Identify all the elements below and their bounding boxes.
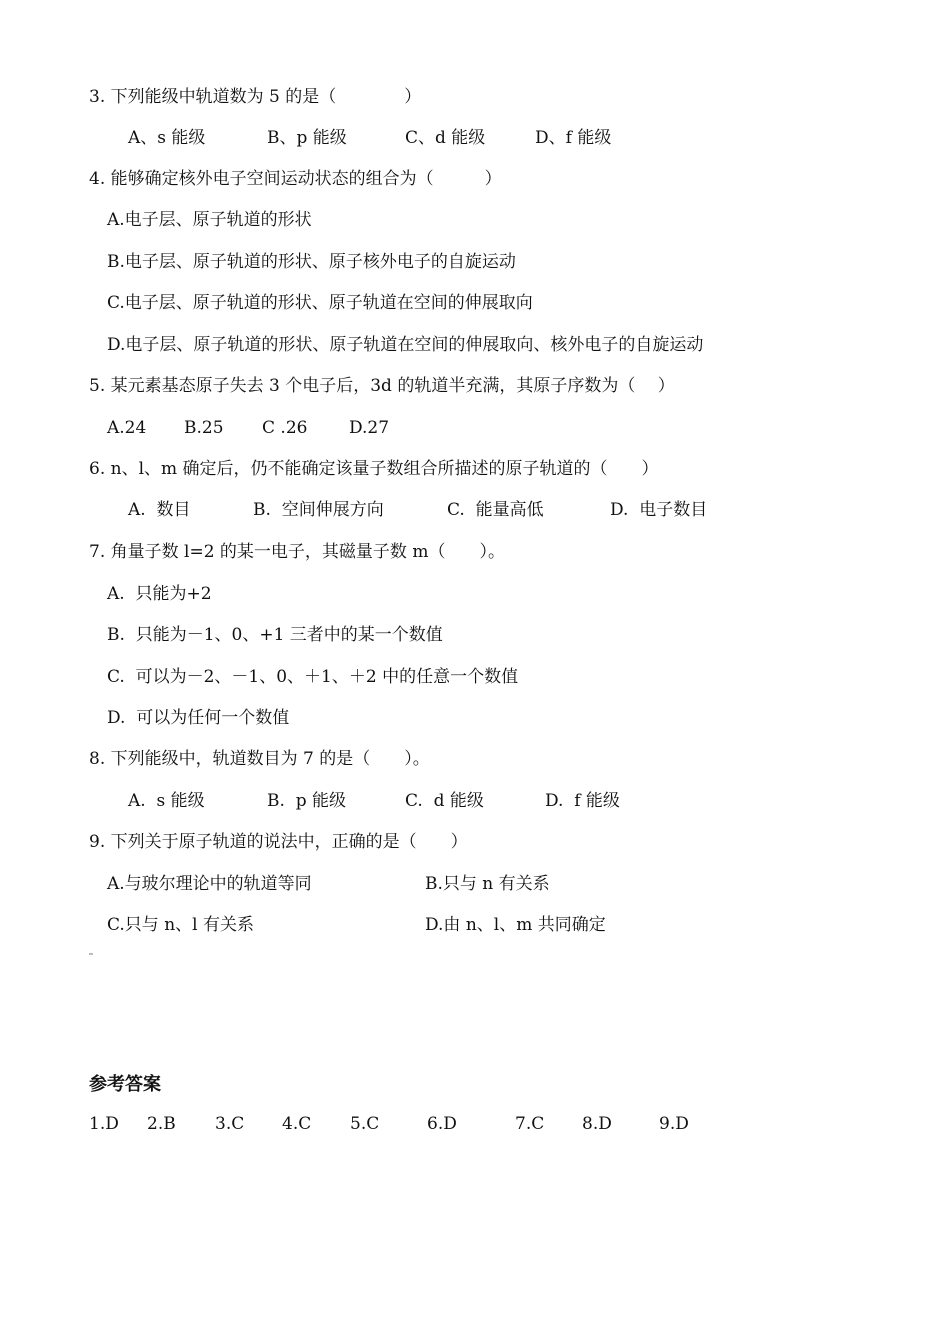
question-4-stem: 4. 能够确定核外电子空间运动状态的组合为（ ） (89, 169, 502, 189)
q3-option-d: D、f 能级 (535, 128, 612, 148)
question-3-stem: 3. 下列能级中轨道数为 5 的是（ ） (89, 87, 422, 107)
q8-option-a: A. s 能级 (128, 791, 205, 811)
q5-option-b: B.25 (184, 418, 224, 438)
answers-heading: 参考答案 (89, 1074, 161, 1095)
q7-option-a: A. 只能为+2 (107, 584, 212, 604)
q7-option-d: D. 可以为任何一个数值 (107, 708, 290, 728)
stray-mark (89, 953, 93, 955)
q7-option-c: C. 可以为－2、－1、0、＋1、＋2 中的任意一个数值 (107, 667, 519, 687)
q3-option-c: C、d 能级 (405, 128, 486, 148)
answer-6: 6.D (427, 1114, 457, 1134)
q4-option-d: D.电子层、原子轨道的形状、原子轨道在空间的伸展取向、核外电子的自旋运动 (107, 335, 704, 355)
q8-option-d: D. f 能级 (545, 791, 620, 811)
answer-8: 8.D (582, 1114, 612, 1134)
q3-option-b: B、p 能级 (267, 128, 347, 148)
question-9-stem: 9. 下列关于原子轨道的说法中，正确的是（ ） (89, 832, 468, 852)
answer-3: 3.C (215, 1114, 245, 1134)
q4-option-b: B.电子层、原子轨道的形状、原子核外电子的自旋运动 (107, 252, 516, 272)
q6-option-c: C. 能量高低 (447, 500, 544, 520)
q9-option-b: B.只与 n 有关系 (425, 874, 550, 894)
answer-9: 9.D (659, 1114, 689, 1134)
q4-option-a: A.电子层、原子轨道的形状 (107, 210, 312, 230)
question-6-stem: 6. n、l、m 确定后，仍不能确定该量子数组合所描述的原子轨道的（ ） (89, 459, 659, 479)
answer-2: 2.B (147, 1114, 176, 1134)
answer-5: 5.C (350, 1114, 380, 1134)
question-7-stem: 7. 角量子数 l=2 的某一电子，其磁量子数 m（ ）。 (89, 542, 505, 562)
q7-option-b: B. 只能为－1、0、+1 三者中的某一个数值 (107, 625, 443, 645)
question-8-stem: 8. 下列能级中，轨道数目为 7 的是（ ）。 (89, 749, 430, 769)
q4-option-c: C.电子层、原子轨道的形状、原子轨道在空间的伸展取向 (107, 293, 533, 313)
q5-option-d: D.27 (349, 418, 390, 438)
answer-7: 7.C (515, 1114, 545, 1134)
q5-option-a: A.24 (107, 418, 147, 438)
q9-option-c: C.只与 n、l 有关系 (107, 915, 254, 935)
q6-option-b: B. 空间伸展方向 (253, 500, 384, 520)
answer-1: 1.D (89, 1114, 119, 1134)
q5-option-c: C .26 (262, 418, 308, 438)
q9-option-d: D.由 n、l、m 共同确定 (425, 915, 606, 935)
q9-option-a: A.与玻尔理论中的轨道等同 (107, 874, 312, 894)
q6-option-a: A. 数目 (128, 500, 191, 520)
question-5-stem: 5. 某元素基态原子失去 3 个电子后，3d 的轨道半充满，其原子序数为（ ） (89, 376, 675, 396)
answer-4: 4.C (282, 1114, 312, 1134)
q3-option-a: A、s 能级 (128, 128, 206, 148)
q8-option-b: B. p 能级 (267, 791, 346, 811)
q8-option-c: C. d 能级 (405, 791, 484, 811)
q6-option-d: D. 电子数目 (610, 500, 708, 520)
